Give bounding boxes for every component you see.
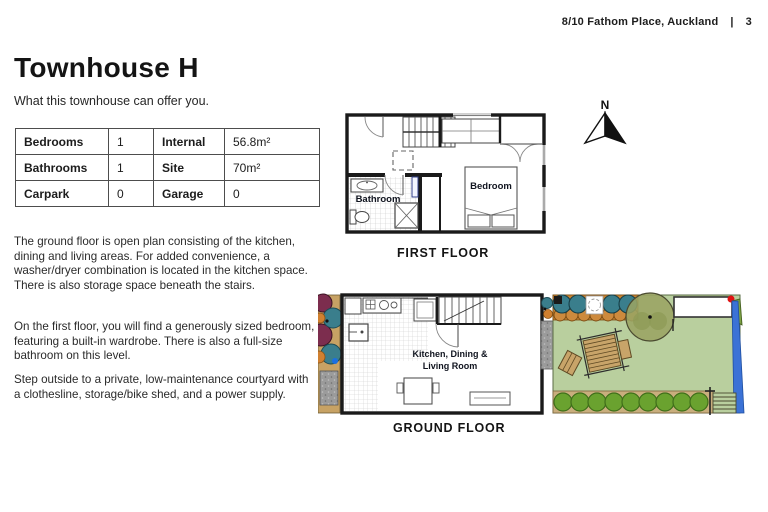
first-floor-caption: FIRST FLOOR [397,246,490,260]
description-paragraph: The ground floor is open plan consisting of the kitchen, dining and living areas. For added convenience, a washer/dryer combination is located in the kitchen space. There is also storage space beneath the stairs. [14,235,308,292]
north-arrow-icon [580,95,630,150]
spec-value: 56.8m² [225,129,320,155]
description-paragraph: On the first floor, you will find a generously sized bedroom, featuring a built-in wardrobe. There is also a full-size bathroom on this level. [14,320,315,363]
header-separator: | [730,16,734,28]
header-address: 8/10 Fathom Place, Auckland [561,16,719,28]
bathroom-label: Bathroom [355,194,401,205]
north-label: N [600,98,610,112]
spec-label: Internal [154,129,225,155]
spec-value: 1 [109,129,154,155]
spec-label: Site [154,155,225,181]
description-paragraph: Step outside to a private, low-maintenance courtyard with a clothesline, storage/bike shed, and a power supply. [14,373,309,401]
spec-label: Bathrooms [16,155,109,181]
spec-label: Garage [154,181,225,207]
table-row [16,155,320,181]
page-title: Townhouse H [14,52,199,83]
ground-floor-caption: GROUND FLOOR [393,421,506,435]
specs-table [15,128,320,207]
page-subtitle: What this townhouse can offer you. [14,94,210,108]
bedroom-label: Bedroom [470,181,512,192]
spec-value: 1 [109,155,154,181]
spec-label: Bedrooms [16,129,109,155]
header-page-number: 3 [745,16,752,28]
spec-value: 70m² [225,155,320,181]
first-floor-plan [345,113,547,235]
table-row [16,181,320,207]
table-row [16,129,320,155]
ground-floor-plan [318,291,746,417]
page-header [562,16,752,28]
spec-value: 0 [225,181,320,207]
kitchen-dining-label-line1: Kitchen, Dining & [412,349,488,359]
kitchen-dining-label-line2: Living Room [422,361,478,371]
spec-label: Carpark [16,181,109,207]
spec-value: 0 [109,181,154,207]
